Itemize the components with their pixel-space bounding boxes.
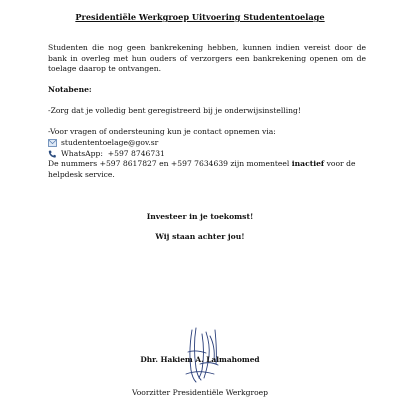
- email-contact-line: [48, 138, 366, 149]
- registration-note: -Zorg dat je volledig bent geregistreerd bij je onderwijsinstelling!: [48, 106, 301, 116]
- phone-icon: [48, 150, 57, 158]
- email-address: studententoelage@gov.sr: [61, 138, 159, 148]
- slogan-invest: Investeer in je toekomst!: [146, 212, 254, 221]
- document-title: Presidentiële Werkgroep Uitvoering Studententoelage: [75, 12, 325, 22]
- notabene-heading: Notabene:: [48, 85, 92, 95]
- signatory-name: Dhr. Hakiem A. Lalmahomed: [140, 355, 260, 364]
- whatsapp-number: +597 8746731: [107, 148, 165, 158]
- signatory-role: Voorzitter Presidentiële Werkgroep: [131, 388, 269, 397]
- inactive-emphasis: inactief: [291, 159, 325, 169]
- email-icon: [48, 139, 57, 147]
- slogan-support: Wij staan achter jou!: [155, 232, 245, 241]
- intro-paragraph: Studenten die nog geen bankrekening hebben, kunnen indien vereist door de bank in overleg met hun ouders of verzorgers een bankrekening openen om de toelage daarop te ontvangen.: [48, 43, 366, 74]
- whatsapp-contact-line: [48, 149, 366, 160]
- contact-intro: -Voor vragen of ondersteuning kun je contact opnemen via:: [48, 127, 276, 137]
- whatsapp-label: WhatsApp:: [61, 148, 103, 158]
- inactive-numbers-note: De nummers +597 8617827 en +597 7634639 zijn momenteel inactief voor de helpdesk service.: [48, 159, 356, 179]
- document-body: [48, 43, 366, 180]
